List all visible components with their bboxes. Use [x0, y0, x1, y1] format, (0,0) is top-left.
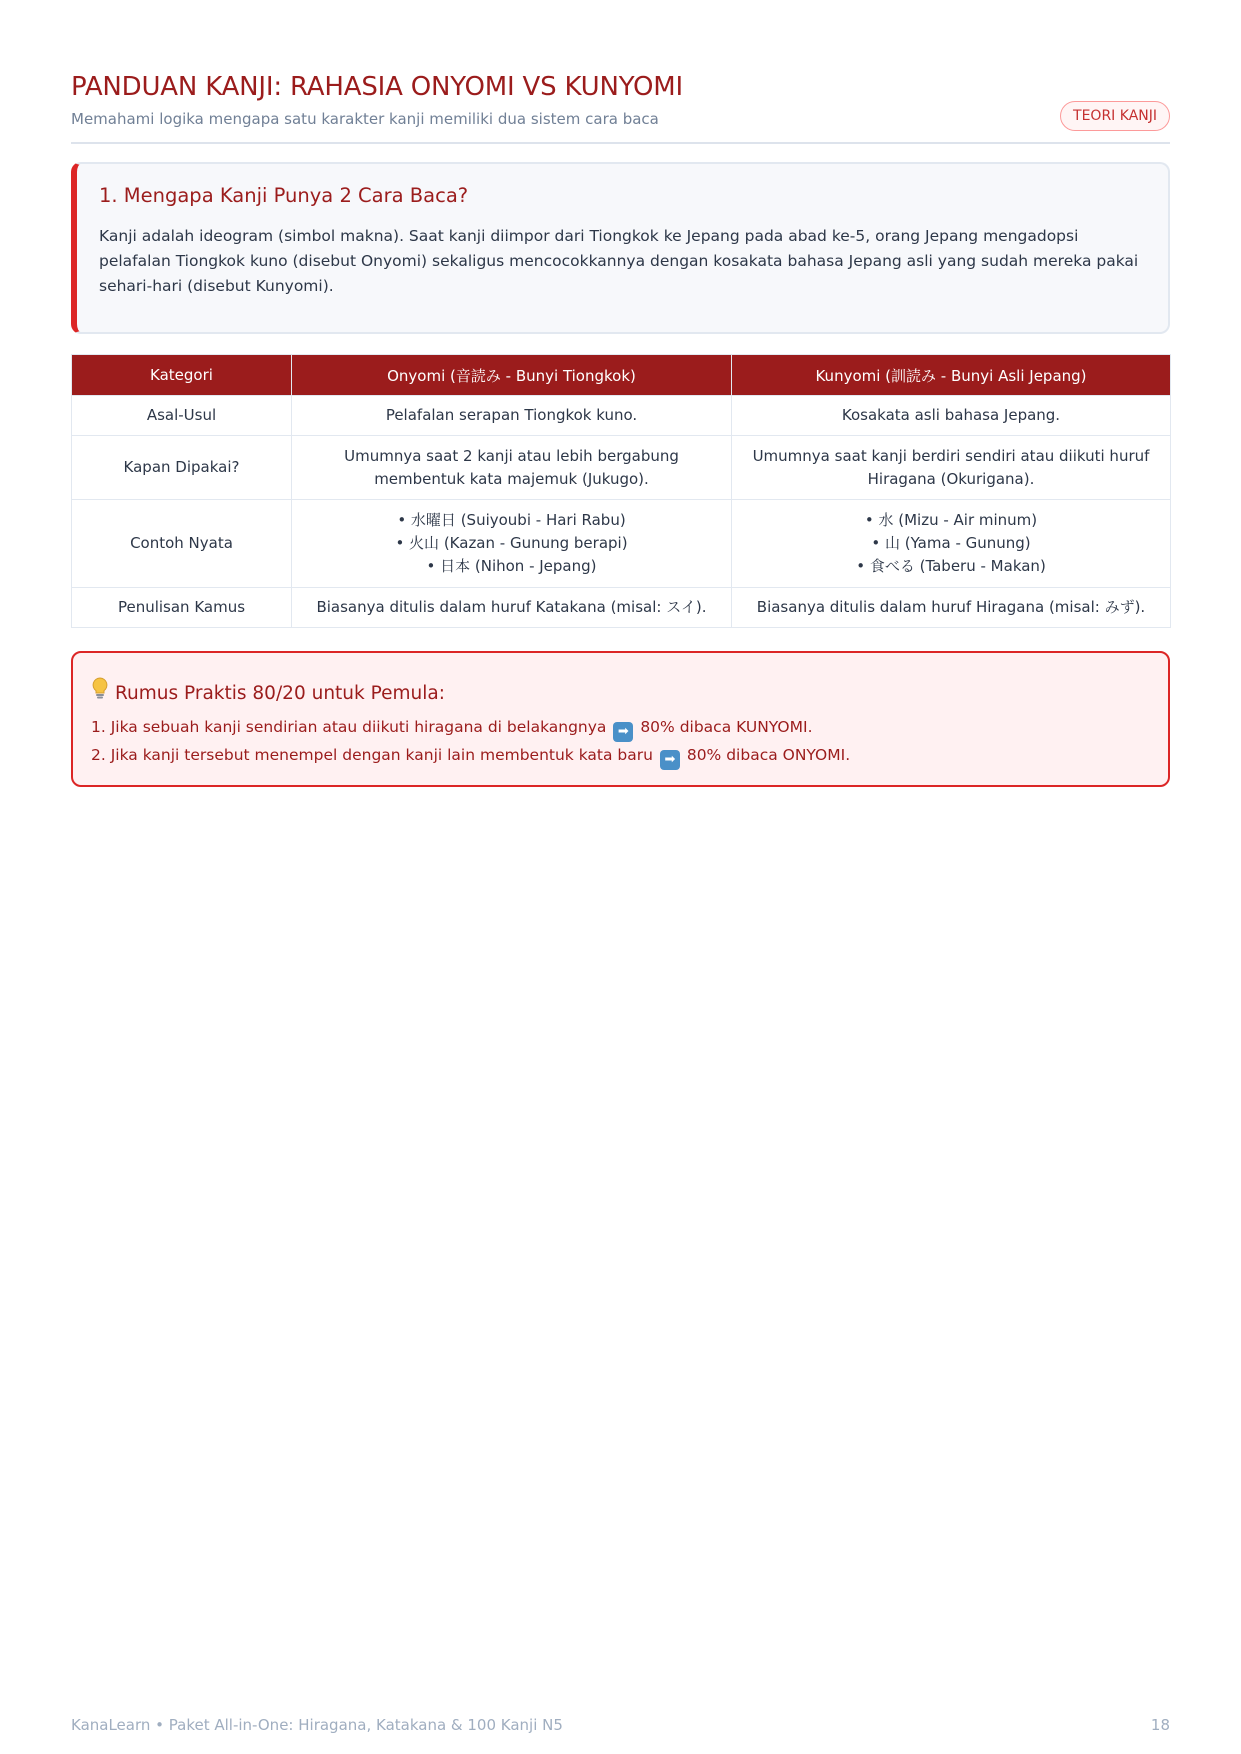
footer-text: KanaLearn • Paket All-in-One: Hiragana, Katakana & 100 Kanji N5	[71, 1716, 563, 1734]
category-cell: Asal-Usul	[72, 396, 292, 436]
tip-box	[71, 651, 1170, 787]
comparison-table	[71, 354, 1171, 628]
column-header-category: Kategori	[72, 355, 292, 396]
category-cell: Penulisan Kamus	[72, 588, 292, 628]
table-row	[72, 396, 1171, 436]
explanation-card	[71, 162, 1170, 334]
onyomi-cell: Pelafalan serapan Tiongkok kuno.	[292, 396, 732, 436]
tip-title: Rumus Praktis 80/20 untuk Pemula:	[115, 683, 445, 704]
example-line: • 水曜日 (Suiyoubi - Hari Rabu)	[397, 511, 626, 529]
tip-result: 80% dibaca KUNYOMI.	[640, 718, 813, 736]
kunyomi-cell: Umumnya saat kanji berdiri sendiri atau diikuti huruf Hiragana (Okurigana).	[732, 436, 1171, 500]
column-header-onyomi: Onyomi (音読み - Bunyi Tiongkok)	[292, 355, 732, 396]
example-line: • 山 (Yama - Gunung)	[871, 534, 1031, 552]
tip-text: 1. Jika sebuah kanji sendirian atau diikuti hiragana di belakangnya	[91, 718, 607, 736]
tip-list	[91, 714, 1150, 770]
table-row	[72, 500, 1171, 588]
page-header	[71, 72, 1170, 144]
onyomi-cell: Umumnya saat 2 kanji atau lebih bergabung membentuk kata majemuk (Jukugo).	[292, 436, 732, 500]
page	[71, 0, 1170, 1754]
kunyomi-cell: Biasanya ditulis dalam huruf Hiragana (misal: みず).	[732, 588, 1171, 628]
example-line: • 日本 (Nihon - Jepang)	[426, 557, 597, 575]
section-heading: 1. Mengapa Kanji Punya 2 Cara Baca?	[99, 184, 469, 207]
kunyomi-cell	[732, 500, 1171, 588]
tip-title-line	[91, 677, 1150, 708]
tip-result: 80% dibaca ONYOMI.	[686, 746, 851, 764]
table-header-row	[72, 355, 1171, 396]
page-title: PANDUAN KANJI: RAHASIA ONYOMI VS KUNYOMI	[71, 72, 683, 102]
category-cell: Contoh Nyata	[72, 500, 292, 588]
example-line: • 食べる (Taberu - Makan)	[856, 557, 1046, 575]
example-line: • 水 (Mizu - Air minum)	[864, 511, 1038, 529]
onyomi-cell: Biasanya ditulis dalam huruf Katakana (misal: スイ).	[292, 588, 732, 628]
section-body: Kanji adalah ideogram (simbol makna). Saat kanji diimpor dari Tiongkok ke Jepang pada abad ke-5, orang Jepang mengadopsi pelafalan Tiongkok kuno (disebut Onyomi) sekaligus mencocokkannya dengan kosakata bahasa Jepang asli yang sudah mereka pakai sehari-hari (disebut Kunyomi).	[99, 227, 1139, 295]
page-number: 18	[1150, 1716, 1170, 1734]
list-item	[91, 742, 1150, 770]
kunyomi-cell: Kosakata asli bahasa Jepang.	[732, 396, 1171, 436]
example-line: • 火山 (Kazan - Gunung berapi)	[395, 534, 628, 552]
topic-badge: TEORI KANJI	[1060, 101, 1170, 131]
table-row	[72, 436, 1171, 500]
page-subtitle: Memahami logika mengapa satu karakter kanji memiliki dua sistem cara baca	[71, 110, 659, 128]
category-cell: Kapan Dipakai?	[72, 436, 292, 500]
onyomi-cell	[292, 500, 732, 588]
right-arrow-icon: ➡	[613, 722, 633, 742]
tip-text: 2. Jika kanji tersebut menempel dengan kanji lain membentuk kata baru	[91, 746, 653, 764]
right-arrow-icon: ➡	[660, 750, 680, 770]
column-header-kunyomi: Kunyomi (訓読み - Bunyi Asli Jepang)	[732, 355, 1171, 396]
lightbulb-icon	[91, 677, 109, 708]
table-row	[72, 588, 1171, 628]
list-item	[91, 714, 1150, 742]
